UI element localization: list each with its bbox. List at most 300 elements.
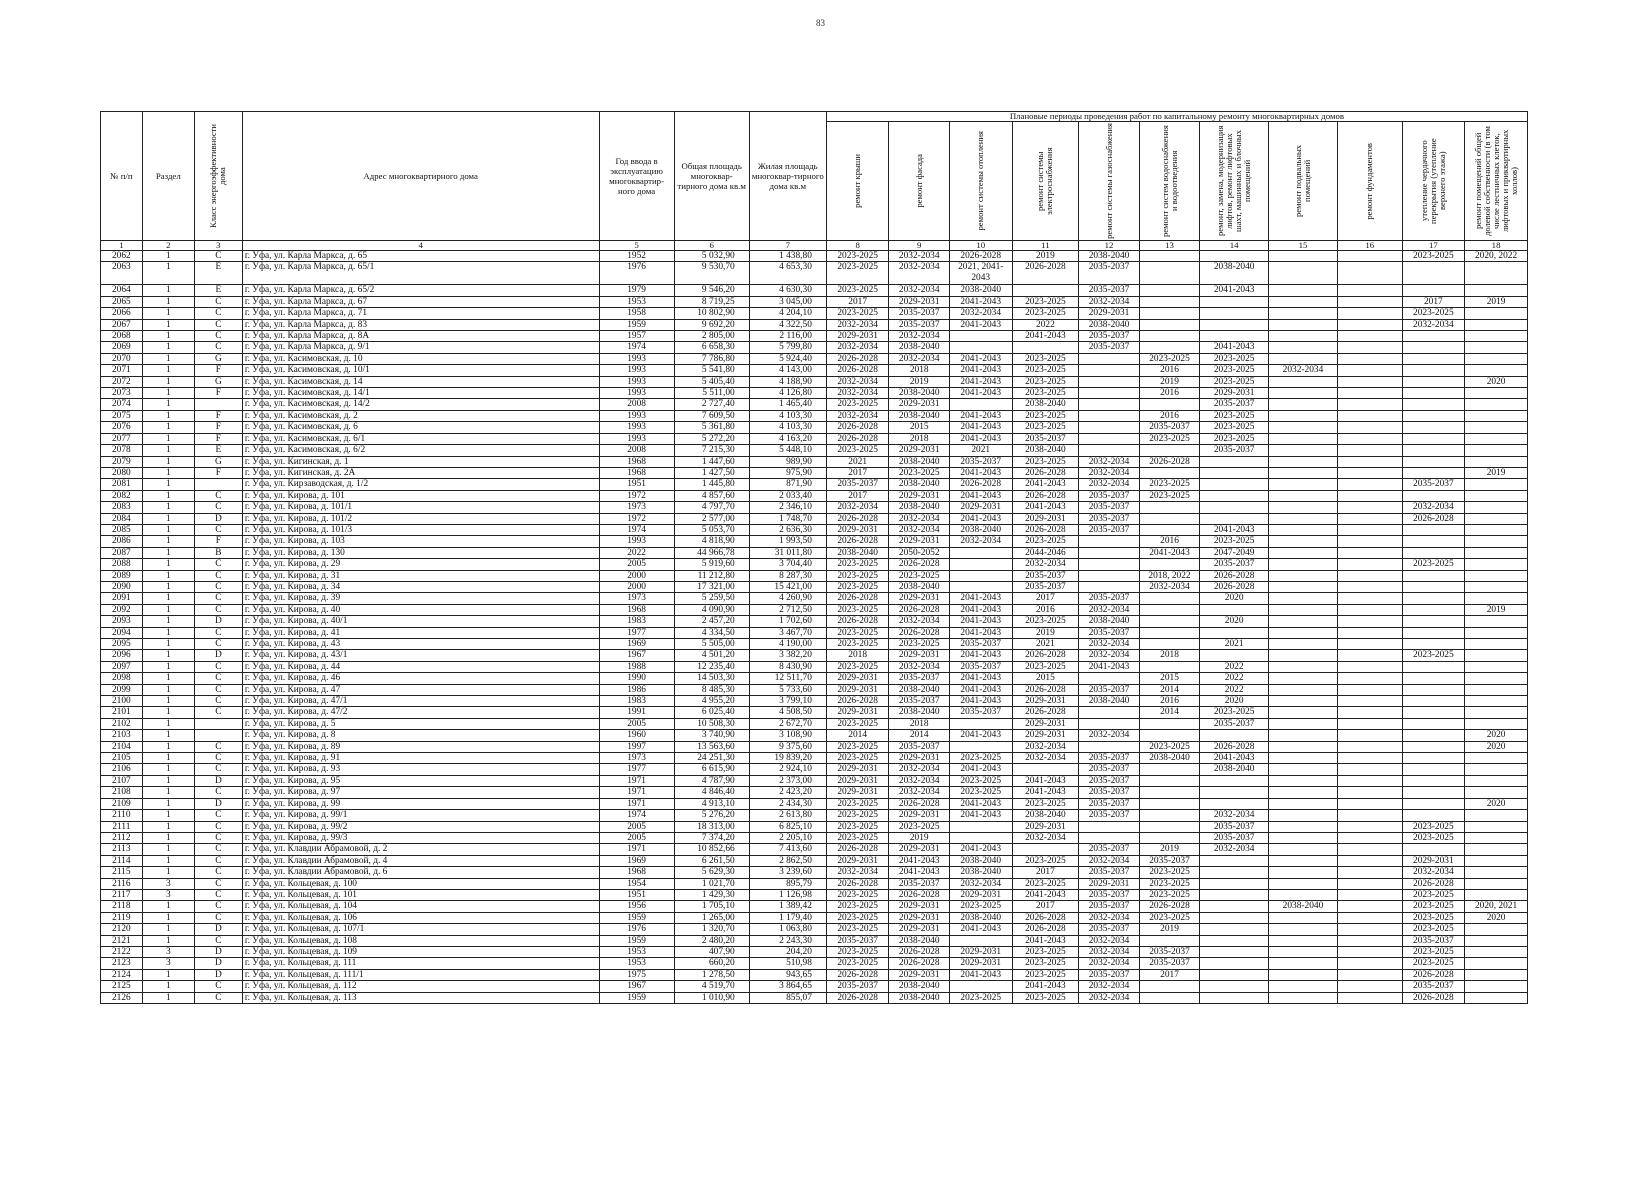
cell-row-number: 2123 [101, 958, 143, 969]
table-row [101, 467, 1528, 478]
cell-year-built: 1991 [599, 707, 674, 718]
cell-water-period: 2023-2025 [1139, 741, 1199, 752]
cell-year-built: 1972 [599, 490, 674, 501]
cell-section: 3 [142, 946, 194, 957]
cell-electricity-period: 2041-2043 [1012, 935, 1079, 946]
cell-roof-period: 2023-2025 [826, 810, 889, 821]
header-work-gas: ремонт системы газоснабжения [1079, 122, 1139, 241]
cell-year-built: 1983 [599, 616, 674, 627]
cell-common-premises-period [1465, 673, 1528, 684]
cell-gas-period: 2035-2037 [1079, 513, 1139, 524]
cell-foundation-period [1337, 536, 1402, 547]
cell-gas-period: 2041-2043 [1079, 661, 1139, 672]
cell-row-number: 2072 [101, 376, 143, 387]
cell-attic-period [1402, 342, 1465, 353]
cell-basement-period [1269, 513, 1338, 524]
cell-energy-class: C [194, 251, 242, 262]
cell-section: 1 [142, 536, 194, 547]
cell-water-period [1139, 331, 1199, 342]
cell-living-area: 4 653,30 [749, 262, 826, 285]
cell-heating-period: 2041-2043 [949, 730, 1012, 741]
cell-total-area: 44 966,78 [674, 547, 749, 558]
cell-row-number: 2110 [101, 810, 143, 821]
cell-heating-period: 2038-2040 [949, 855, 1012, 866]
cell-heating-period: 2023-2025 [949, 992, 1012, 1003]
cell-address: г. Уфа, ул. Касимовская, д. 6 [242, 422, 599, 433]
cell-common-premises-period [1465, 684, 1528, 695]
cell-common-premises-period [1465, 969, 1528, 980]
cell-energy-class: C [194, 912, 242, 923]
cell-attic-period [1402, 524, 1465, 535]
cell-energy-class: G [194, 353, 242, 364]
cell-attic-period [1402, 353, 1465, 364]
cell-gas-period [1079, 718, 1139, 729]
cell-living-area: 4 190,00 [749, 639, 826, 650]
cell-water-period [1139, 559, 1199, 570]
cell-foundation-period [1337, 958, 1402, 969]
cell-section: 1 [142, 342, 194, 353]
cell-energy-class: F [194, 536, 242, 547]
cell-elevator-period [1200, 251, 1269, 262]
cell-roof-period: 2017 [826, 490, 889, 501]
table-row [101, 946, 1528, 957]
cell-energy-class: E [194, 285, 242, 296]
cell-row-number: 2066 [101, 308, 143, 319]
cell-foundation-period [1337, 889, 1402, 900]
cell-total-area: 4 818,90 [674, 536, 749, 547]
cell-roof-period: 2035-2037 [826, 479, 889, 490]
cell-water-period [1139, 251, 1199, 262]
cell-gas-period: 2032-2034 [1079, 992, 1139, 1003]
cell-row-number: 2063 [101, 262, 143, 285]
cell-elevator-period: 2020 [1200, 616, 1269, 627]
cell-section: 1 [142, 775, 194, 786]
cell-common-premises-period [1465, 775, 1528, 786]
cell-elevator-period: 2023-2025 [1200, 365, 1269, 376]
cell-total-area: 1 427,50 [674, 467, 749, 478]
cell-section: 1 [142, 410, 194, 421]
cell-elevator-period [1200, 490, 1269, 501]
cell-foundation-period [1337, 718, 1402, 729]
cell-year-built: 2000 [599, 570, 674, 581]
cell-common-premises-period [1465, 639, 1528, 650]
table-row [101, 764, 1528, 775]
cell-basement-period [1269, 810, 1338, 821]
cell-basement-period: 2038-2040 [1269, 901, 1338, 912]
cell-attic-period [1402, 775, 1465, 786]
cell-elevator-period [1200, 969, 1269, 980]
cell-foundation-period [1337, 353, 1402, 364]
cell-year-built: 1971 [599, 798, 674, 809]
cell-gas-period: 2035-2037 [1079, 810, 1139, 821]
header-work-water: ремонт систем водоснабжения и водоотведения [1139, 122, 1199, 241]
cell-energy-class: C [194, 981, 242, 992]
cell-total-area: 1 447,60 [674, 456, 749, 467]
cell-living-area: 895,79 [749, 878, 826, 889]
cell-total-area: 7 374,20 [674, 832, 749, 843]
cell-year-built: 1973 [599, 753, 674, 764]
table-row [101, 513, 1528, 524]
cell-living-area: 4 260,90 [749, 593, 826, 604]
cell-elevator-period: 2023-2025 [1200, 422, 1269, 433]
cell-heating-period: 2041-2043 [949, 798, 1012, 809]
cell-facade-period: 2038-2040 [889, 581, 949, 592]
cell-water-period: 2019 [1139, 376, 1199, 387]
cell-common-premises-period [1465, 650, 1528, 661]
cell-basement-period [1269, 924, 1338, 935]
cell-electricity-period: 2019 [1012, 251, 1079, 262]
cell-facade-period: 2050-2052 [889, 547, 949, 558]
cell-section: 1 [142, 741, 194, 752]
cell-facade-period: 2023-2025 [889, 467, 949, 478]
cell-facade-period: 2026-2028 [889, 946, 949, 957]
cell-heating-period: 2023-2025 [949, 775, 1012, 786]
cell-foundation-period [1337, 285, 1402, 296]
table-row [101, 445, 1528, 456]
cell-living-area: 1 389,42 [749, 901, 826, 912]
cell-attic-period [1402, 718, 1465, 729]
cell-gas-period: 2035-2037 [1079, 764, 1139, 775]
cell-gas-period [1079, 399, 1139, 410]
cell-address: г. Уфа, ул. Клавдии Абрамовой, д. 2 [242, 844, 599, 855]
cell-heating-period: 2026-2028 [949, 251, 1012, 262]
cell-energy-class: F [194, 410, 242, 421]
cell-heating-period [949, 935, 1012, 946]
cell-facade-period: 2029-2031 [889, 810, 949, 821]
cell-elevator-period: 2020 [1200, 696, 1269, 707]
cell-section: 1 [142, 844, 194, 855]
cell-total-area: 4 797,70 [674, 502, 749, 513]
cell-facade-period: 2038-2040 [889, 981, 949, 992]
cell-heating-period: 2041-2043 [949, 353, 1012, 364]
cell-heating-period: 2032-2034 [949, 878, 1012, 889]
cell-row-number: 2075 [101, 410, 143, 421]
column-number: 9 [889, 241, 949, 251]
cell-common-premises-period: 2020 [1465, 376, 1528, 387]
cell-foundation-period [1337, 627, 1402, 638]
cell-heating-period: 2041-2043 [949, 319, 1012, 330]
cell-row-number: 2124 [101, 969, 143, 980]
cell-year-built: 2005 [599, 559, 674, 570]
cell-gas-period: 2032-2034 [1079, 639, 1139, 650]
cell-water-period: 2019 [1139, 844, 1199, 855]
cell-living-area: 2 712,50 [749, 604, 826, 615]
table-row [101, 479, 1528, 490]
table-row [101, 981, 1528, 992]
cell-elevator-period: 2035-2037 [1200, 559, 1269, 570]
cell-water-period: 2035-2037 [1139, 946, 1199, 957]
cell-attic-period: 2023-2025 [1402, 832, 1465, 843]
cell-section: 1 [142, 479, 194, 490]
cell-roof-period: 2026-2028 [826, 422, 889, 433]
cell-gas-period [1079, 741, 1139, 752]
cell-energy-class [194, 718, 242, 729]
cell-roof-period: 2026-2028 [826, 992, 889, 1003]
cell-gas-period [1079, 547, 1139, 558]
cell-year-built: 1974 [599, 524, 674, 535]
cell-elevator-period [1200, 787, 1269, 798]
cell-basement-period [1269, 673, 1338, 684]
cell-foundation-period [1337, 673, 1402, 684]
cell-foundation-period [1337, 479, 1402, 490]
cell-heating-period: 2032-2034 [949, 536, 1012, 547]
cell-heating-period: 2035-2037 [949, 639, 1012, 650]
cell-heating-period: 2041-2043 [949, 684, 1012, 695]
cell-attic-period: 2026-2028 [1402, 513, 1465, 524]
cell-row-number: 2115 [101, 867, 143, 878]
cell-heating-period [949, 570, 1012, 581]
cell-section: 3 [142, 889, 194, 900]
cell-foundation-period [1337, 365, 1402, 376]
cell-common-premises-period [1465, 889, 1528, 900]
cell-living-area: 2 423,20 [749, 787, 826, 798]
cell-living-area: 2 205,10 [749, 832, 826, 843]
cell-electricity-period [1012, 844, 1079, 855]
cell-address: г. Уфа, ул. Кирова, д. 101/1 [242, 502, 599, 513]
cell-attic-period [1402, 798, 1465, 809]
cell-attic-period [1402, 673, 1465, 684]
cell-common-premises-period: 2019 [1465, 604, 1528, 615]
cell-row-number: 2078 [101, 445, 143, 456]
cell-elevator-period [1200, 730, 1269, 741]
table-row [101, 741, 1528, 752]
cell-roof-period: 2023-2025 [826, 718, 889, 729]
cell-facade-period: 2018 [889, 718, 949, 729]
table-row [101, 342, 1528, 353]
cell-attic-period: 2023-2025 [1402, 958, 1465, 969]
cell-foundation-period [1337, 422, 1402, 433]
table-row [101, 410, 1528, 421]
cell-row-number: 2092 [101, 604, 143, 615]
cell-basement-period [1269, 821, 1338, 832]
cell-living-area: 2 862,50 [749, 855, 826, 866]
cell-basement-period [1269, 547, 1338, 558]
cell-year-built: 1957 [599, 331, 674, 342]
cell-year-built: 1967 [599, 981, 674, 992]
cell-heating-period: 2041-2043 [949, 490, 1012, 501]
cell-living-area: 2 116,00 [749, 331, 826, 342]
cell-roof-period: 2029-2031 [826, 331, 889, 342]
cell-foundation-period [1337, 912, 1402, 923]
cell-facade-period: 2029-2031 [889, 490, 949, 501]
cell-year-built: 1959 [599, 935, 674, 946]
cell-total-area: 10 802,90 [674, 308, 749, 319]
cell-address: г. Уфа, ул. Клавдии Абрамовой, д. 4 [242, 855, 599, 866]
cell-year-built: 1993 [599, 433, 674, 444]
cell-elevator-period: 2035-2037 [1200, 445, 1269, 456]
cell-basement-period [1269, 445, 1338, 456]
cell-facade-period: 2038-2040 [889, 388, 949, 399]
header-work-elevators: ремонт, замена, модернизация лифтов, ремонт лифтовых шахт, машинных и блочных помещений [1200, 122, 1269, 241]
cell-elevator-period [1200, 479, 1269, 490]
cell-living-area: 4 103,30 [749, 422, 826, 433]
cell-basement-period [1269, 912, 1338, 923]
cell-gas-period: 2035-2037 [1079, 787, 1139, 798]
cell-attic-period [1402, 581, 1465, 592]
cell-common-premises-period: 2020, 2021 [1465, 901, 1528, 912]
cell-gas-period: 2032-2034 [1079, 935, 1139, 946]
cell-attic-period [1402, 331, 1465, 342]
cell-address: г. Уфа, ул. Кирова, д. 44 [242, 661, 599, 672]
cell-facade-period: 2029-2031 [889, 924, 949, 935]
cell-basement-period [1269, 958, 1338, 969]
cell-attic-period [1402, 547, 1465, 558]
cell-row-number: 2101 [101, 707, 143, 718]
cell-common-premises-period [1465, 867, 1528, 878]
cell-year-built: 1993 [599, 422, 674, 433]
cell-roof-period: 2035-2037 [826, 981, 889, 992]
cell-attic-period: 2023-2025 [1402, 901, 1465, 912]
cell-energy-class: D [194, 798, 242, 809]
header-work-facade: ремонт фасада [889, 122, 949, 241]
cell-roof-period: 2026-2028 [826, 616, 889, 627]
cell-energy-class: C [194, 581, 242, 592]
cell-energy-class [194, 399, 242, 410]
cell-roof-period: 2038-2040 [826, 547, 889, 558]
cell-year-built: 2022 [599, 547, 674, 558]
cell-section: 1 [142, 365, 194, 376]
cell-living-area: 1 126,98 [749, 889, 826, 900]
cell-basement-period [1269, 707, 1338, 718]
cell-year-built: 1988 [599, 661, 674, 672]
cell-water-period [1139, 513, 1199, 524]
cell-energy-class [194, 479, 242, 490]
cell-roof-period: 2029-2031 [826, 673, 889, 684]
cell-common-premises-period [1465, 924, 1528, 935]
cell-living-area: 4 508,50 [749, 707, 826, 718]
table-row [101, 490, 1528, 501]
cell-water-period [1139, 821, 1199, 832]
cell-year-built: 1972 [599, 513, 674, 524]
cell-elevator-period [1200, 889, 1269, 900]
cell-gas-period: 2035-2037 [1079, 844, 1139, 855]
cell-facade-period: 2038-2040 [889, 479, 949, 490]
cell-water-period [1139, 935, 1199, 946]
cell-facade-period: 2029-2031 [889, 536, 949, 547]
table-row [101, 810, 1528, 821]
table-row [101, 308, 1528, 319]
cell-water-period: 2026-2028 [1139, 456, 1199, 467]
cell-section: 1 [142, 570, 194, 581]
cell-energy-class: C [194, 639, 242, 650]
cell-heating-period: 2041-2043 [949, 296, 1012, 307]
cell-basement-period [1269, 661, 1338, 672]
cell-row-number: 2105 [101, 753, 143, 764]
cell-address: г. Уфа, ул. Кирова, д. 130 [242, 547, 599, 558]
cell-total-area: 2 805,00 [674, 331, 749, 342]
cell-common-premises-period [1465, 524, 1528, 535]
cell-gas-period [1079, 353, 1139, 364]
cell-facade-period: 2038-2040 [889, 707, 949, 718]
cell-year-built: 1976 [599, 262, 674, 285]
cell-heating-period: 2041-2043 [949, 388, 1012, 399]
cell-facade-period: 2018 [889, 365, 949, 376]
cell-water-period: 2023-2025 [1139, 490, 1199, 501]
cell-gas-period: 2032-2034 [1079, 730, 1139, 741]
cell-year-built: 1951 [599, 479, 674, 490]
cell-foundation-period [1337, 433, 1402, 444]
cell-year-built: 1971 [599, 787, 674, 798]
cell-heating-period: 2041-2043 [949, 365, 1012, 376]
cell-total-area: 9 530,70 [674, 262, 749, 285]
cell-section: 1 [142, 331, 194, 342]
cell-basement-period [1269, 251, 1338, 262]
cell-row-number: 2079 [101, 456, 143, 467]
cell-gas-period: 2038-2040 [1079, 251, 1139, 262]
cell-attic-period: 2023-2025 [1402, 821, 1465, 832]
cell-foundation-period [1337, 992, 1402, 1003]
table-row [101, 604, 1528, 615]
table-row [101, 353, 1528, 364]
cell-electricity-period: 2023-2025 [1012, 376, 1079, 387]
cell-electricity-period: 2023-2025 [1012, 946, 1079, 957]
cell-address: г. Уфа, ул. Кирова, д. 40 [242, 604, 599, 615]
cell-living-area: 871,90 [749, 479, 826, 490]
cell-gas-period [1079, 536, 1139, 547]
cell-elevator-period: 2038-2040 [1200, 764, 1269, 775]
cell-attic-period [1402, 490, 1465, 501]
cell-total-area: 9 546,20 [674, 285, 749, 296]
cell-facade-period: 2032-2034 [889, 616, 949, 627]
cell-living-area: 5 733,60 [749, 684, 826, 695]
cell-heating-period: 2041-2043 [949, 764, 1012, 775]
cell-roof-period: 2023-2025 [826, 901, 889, 912]
cell-year-built: 1953 [599, 946, 674, 957]
cell-electricity-period: 2041-2043 [1012, 889, 1079, 900]
cell-basement-period [1269, 331, 1338, 342]
cell-common-premises-period: 2019 [1465, 296, 1528, 307]
cell-heating-period: 2035-2037 [949, 456, 1012, 467]
cell-total-area: 5 276,20 [674, 810, 749, 821]
cell-year-built: 1968 [599, 467, 674, 478]
cell-year-built: 2005 [599, 718, 674, 729]
cell-water-period [1139, 661, 1199, 672]
cell-water-period: 2016 [1139, 410, 1199, 421]
cell-roof-period: 2026-2028 [826, 353, 889, 364]
cell-electricity-period: 2022 [1012, 319, 1079, 330]
cell-roof-period: 2029-2031 [826, 707, 889, 718]
cell-year-built: 1983 [599, 696, 674, 707]
cell-section: 1 [142, 810, 194, 821]
header-work-roof: ремонт крыши [826, 122, 889, 241]
cell-electricity-period: 2038-2040 [1012, 810, 1079, 821]
column-number: 17 [1402, 241, 1465, 251]
cell-living-area: 1 438,80 [749, 251, 826, 262]
cell-facade-period: 2029-2031 [889, 912, 949, 923]
cell-common-premises-period [1465, 627, 1528, 638]
table-row [101, 718, 1528, 729]
cell-basement-period [1269, 456, 1338, 467]
cell-elevator-period [1200, 981, 1269, 992]
cell-common-premises-period [1465, 787, 1528, 798]
cell-total-area: 2 727,40 [674, 399, 749, 410]
cell-facade-period: 2032-2034 [889, 285, 949, 296]
cell-water-period [1139, 639, 1199, 650]
cell-water-period: 2023-2025 [1139, 353, 1199, 364]
cell-electricity-period: 2029-2031 [1012, 821, 1079, 832]
cell-water-period: 2017 [1139, 969, 1199, 980]
cell-roof-period: 2026-2028 [826, 513, 889, 524]
cell-common-premises-period [1465, 593, 1528, 604]
cell-section: 1 [142, 935, 194, 946]
cell-energy-class: C [194, 889, 242, 900]
cell-attic-period [1402, 661, 1465, 672]
cell-energy-class: C [194, 559, 242, 570]
cell-row-number: 2112 [101, 832, 143, 843]
cell-section: 1 [142, 787, 194, 798]
cell-total-area: 7 215,30 [674, 445, 749, 456]
cell-gas-period: 2032-2034 [1079, 946, 1139, 957]
